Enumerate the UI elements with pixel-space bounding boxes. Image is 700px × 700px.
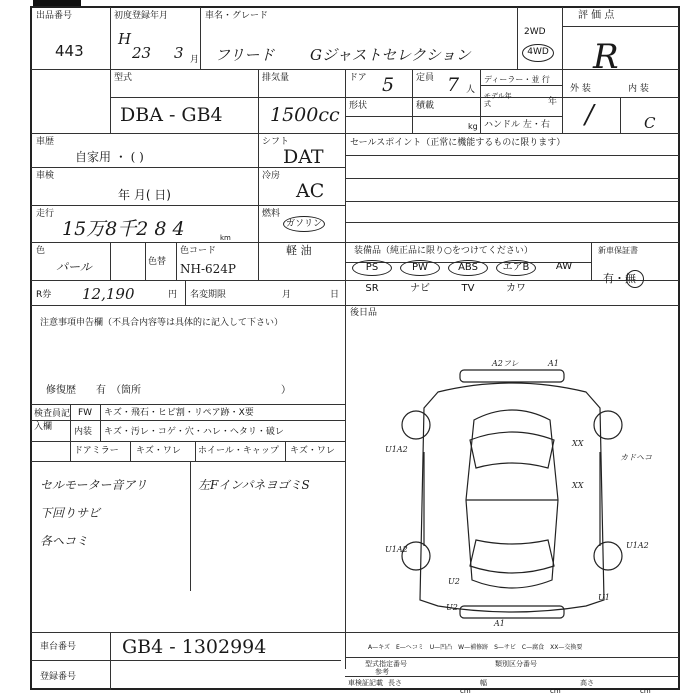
corner-tab bbox=[33, 0, 81, 6]
sales-point-label: セールスポイント（正常に機能するものに限ります） bbox=[350, 138, 566, 148]
mark-front-right: A1 bbox=[548, 359, 559, 368]
warranty-value: 有・無 bbox=[603, 272, 636, 285]
mirror-items: キズ・ワレ bbox=[136, 446, 181, 456]
class-number-label: 類別区分番号 bbox=[495, 660, 537, 668]
cm-label-2: cm bbox=[550, 687, 561, 695]
mark-right-rear: U1A2 bbox=[626, 541, 649, 550]
model-code: DBA - GB4 bbox=[120, 104, 223, 126]
ac-label: 冷房 bbox=[262, 171, 281, 181]
lot-label: 出品番号 bbox=[36, 11, 73, 21]
mark-right-side: カドヘコ bbox=[620, 453, 652, 462]
color-code: NH-624P bbox=[180, 262, 236, 276]
exterior-label: 外 装 bbox=[570, 84, 591, 94]
yen-label: 円 bbox=[168, 290, 178, 300]
history: 自家用 ・ ( ) bbox=[75, 150, 144, 164]
score-label: 評 価 点 bbox=[578, 10, 615, 21]
drive-2wd: 2WD bbox=[524, 27, 546, 37]
fuel-gasoline-circle bbox=[283, 216, 325, 232]
year-unit: 年 bbox=[548, 97, 558, 107]
r-ticket-label: R券 bbox=[36, 290, 52, 300]
cm-label-3: cm bbox=[640, 687, 651, 695]
damage-legend: A—キズ E—ヘコミ U—凹凸 W—補修跡 S—サビ C—腐食 XX—交換要 bbox=[368, 644, 583, 651]
registration-month: 3 bbox=[174, 44, 184, 62]
door-label: ドア bbox=[349, 73, 367, 83]
car-grade: Gジャストセレクション bbox=[310, 46, 471, 64]
rear-items-label: 後日品 bbox=[350, 308, 378, 318]
r-ticket-value: 12,190 bbox=[82, 285, 135, 303]
shape-label: 形状 bbox=[349, 101, 368, 111]
registration-year: 23 bbox=[132, 44, 152, 62]
wheel-label: ホイール・キャップ bbox=[198, 446, 279, 456]
fw-items: キズ・飛石・ヒビ割・リペア跡・X要 bbox=[104, 408, 254, 418]
fw-label: FW bbox=[78, 408, 93, 418]
equipment-6: ナビ bbox=[410, 283, 430, 294]
mark-rear-right: U1 bbox=[598, 593, 610, 602]
equipment-3: エアB bbox=[496, 260, 536, 276]
wheel-items: キズ・ワレ bbox=[290, 446, 335, 456]
interior-label: 内 装 bbox=[628, 84, 649, 94]
exterior-score: / bbox=[585, 100, 594, 130]
mark-rear-left: U2 bbox=[446, 603, 458, 612]
door-count: 5 bbox=[382, 74, 395, 96]
registration-era: H bbox=[118, 30, 132, 48]
interior-row-label: 内装 bbox=[74, 427, 93, 437]
equipment-label: 装備品（純正品に限り○をつけてください） bbox=[354, 246, 533, 256]
height-label: 高さ bbox=[580, 679, 594, 687]
mark-left-rocker: U2 bbox=[448, 577, 460, 586]
color-label: 色 bbox=[36, 246, 46, 256]
chassis-number: GB4 - 1302994 bbox=[122, 636, 267, 658]
equipment-7: TV bbox=[461, 283, 475, 294]
inspection-value: 年 月( 日) bbox=[118, 188, 171, 202]
note-dents: 各ヘコミ bbox=[40, 534, 89, 548]
ac-value: AC bbox=[296, 180, 325, 202]
type-designation-label: 型式指定番号 bbox=[365, 660, 407, 668]
fuel-option: 軽 油 bbox=[286, 244, 312, 257]
car-name: フリード bbox=[215, 46, 275, 64]
handle-label: ハンドル 左・右 bbox=[484, 120, 550, 130]
mark-left-front: U1A2 bbox=[385, 445, 408, 454]
car-name-label: 車名・グレード bbox=[205, 11, 269, 21]
equipment-5: SR bbox=[365, 283, 379, 294]
warranty-circle bbox=[626, 270, 644, 288]
capacity-unit: 人 bbox=[466, 85, 476, 95]
color-change-label: 色替 bbox=[148, 257, 167, 267]
color-code-label: 色コード bbox=[180, 246, 217, 256]
mark-right-door: XX bbox=[572, 481, 584, 490]
registration-label: 初度登録年月 bbox=[114, 11, 169, 21]
displacement-label: 排気量 bbox=[262, 73, 290, 83]
inspector-label: 検査員記入欄 bbox=[34, 409, 71, 432]
cm-label-1: cm bbox=[460, 687, 471, 695]
equipment-0: PS bbox=[352, 260, 392, 276]
mark-front: A2フレ bbox=[492, 359, 519, 368]
interior-score: C bbox=[644, 114, 656, 132]
interior-row-items: キズ・汚レ・コゲ・穴・ハレ・ヘタリ・破レ bbox=[104, 427, 284, 437]
fuel-label: 燃料 bbox=[262, 209, 281, 219]
day-label: 日 bbox=[330, 290, 340, 300]
note-underbody-rust: 下回りサビ bbox=[40, 506, 101, 520]
mark-left-rear: U1A2 bbox=[385, 545, 408, 554]
capacity-label: 定員 bbox=[416, 73, 435, 83]
model-label: 型式 bbox=[114, 73, 133, 83]
fuel-value: ガソリン bbox=[285, 219, 322, 229]
mileage-label: 走行 bbox=[36, 209, 55, 219]
overall-score: R bbox=[593, 37, 619, 77]
note-instrument-panel: 左FインパネヨゴミS bbox=[198, 478, 310, 492]
mirror-label: ドアミラー bbox=[74, 446, 119, 456]
plate-label: 登録番号 bbox=[40, 672, 77, 682]
inspection-label: 車検 bbox=[36, 171, 55, 181]
lot-number: 443 bbox=[55, 42, 84, 60]
mark-right-front: XX bbox=[572, 439, 584, 448]
kg-label: kg bbox=[468, 122, 478, 131]
equipment-8: カワ bbox=[506, 283, 526, 294]
dealer-label: ディーラー・並 行 bbox=[484, 75, 550, 84]
length-label: 長さ bbox=[388, 679, 402, 687]
km-label: km bbox=[220, 234, 231, 242]
recycle-label: 新車保証書 bbox=[598, 246, 638, 255]
equipment-4: AW bbox=[555, 261, 573, 272]
registration-cert-label: 車検証記載 bbox=[348, 679, 383, 687]
shift-value: DAT bbox=[283, 146, 324, 168]
notes-label: 注意事項申告欄（不具合内容等は具体的に記入して下さい） bbox=[40, 318, 284, 328]
drive-4wd: 4WD bbox=[527, 47, 549, 57]
drive-4wd-circle bbox=[522, 44, 554, 62]
shift-label: シフト bbox=[262, 137, 290, 147]
displacement: 1500cc bbox=[270, 104, 340, 126]
name-change-label: 名変期限 bbox=[190, 290, 227, 300]
color-value: パール bbox=[56, 260, 92, 274]
equipment-1: PW bbox=[400, 260, 440, 276]
load-label: 積載 bbox=[416, 101, 435, 111]
history-label: 車歴 bbox=[36, 137, 55, 147]
repair-history: 修復歴 有 （箇所 ） bbox=[46, 385, 291, 396]
registration-month-unit: 月 bbox=[190, 55, 200, 65]
chassis-label: 車台番号 bbox=[40, 642, 77, 652]
mark-rear: A1 bbox=[494, 619, 505, 628]
note-starter-noise: セルモーター音アリ bbox=[40, 478, 148, 492]
month-label: 月 bbox=[282, 290, 292, 300]
model-year-label: モデル年式 bbox=[484, 92, 512, 108]
reference-label: 参考 bbox=[375, 668, 389, 676]
width-label: 幅 bbox=[480, 679, 487, 687]
mileage-value: 15万8千2 8 4 bbox=[62, 218, 185, 240]
capacity: 7 bbox=[447, 74, 460, 96]
equipment-2: ABS bbox=[448, 260, 488, 276]
